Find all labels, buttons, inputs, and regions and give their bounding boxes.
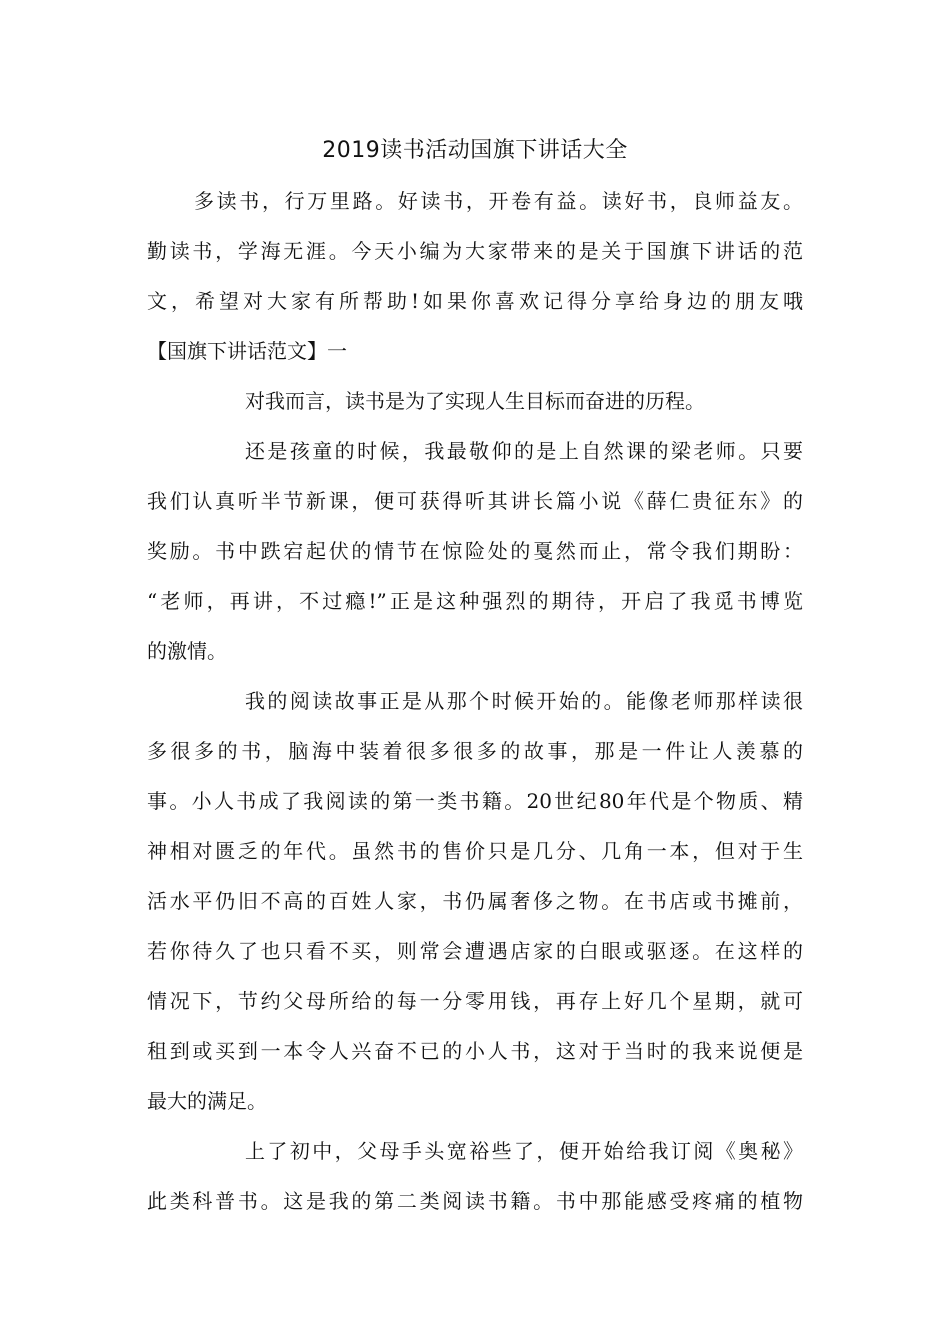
text-line: 我们认真听半节新课，便可获得听其讲长篇小说《薛仁贵征东》的 — [147, 489, 803, 513]
text-line: 多读书，行万里路。好读书，开卷有益。读好书，良师益友。 — [194, 189, 803, 213]
text-line: 上了初中，父母手头宽裕些了，便开始给我订阅《奥秘》 — [245, 1139, 803, 1163]
text-line: 的激情。 — [147, 639, 227, 663]
text-line: 多很多的书，脑海中装着很多很多的故事，那是一件让人羡慕的 — [147, 739, 803, 763]
text-line: 文，希望对大家有所帮助!如果你喜欢记得分享给身边的朋友哦 — [147, 289, 803, 313]
text-line: “老师，再讲，不过瘾!”正是这种强烈的期待，开启了我觅书博览 — [147, 589, 803, 613]
text-line: 此类科普书。这是我的第二类阅读书籍。书中那能感受疼痛的植物 — [147, 1189, 803, 1213]
text-line: 活水平仍旧不高的百姓人家，书仍属奢侈之物。在书店或书摊前， — [147, 889, 803, 913]
text-line: 还是孩童的时候，我最敬仰的是上自然课的梁老师。只要 — [245, 439, 803, 463]
text-line: 奖励。书中跌宕起伏的情节在惊险处的戛然而止，常令我们期盼： — [147, 539, 803, 563]
text-line: 租到或买到一本令人兴奋不已的小人书，这对于当时的我来说便是 — [147, 1039, 803, 1063]
document-title: 2019读书活动国旗下讲话大全 — [322, 138, 628, 163]
text-line: 最大的满足。 — [147, 1089, 267, 1113]
text-line: 对我而言，读书是为了实现人生目标而奋进的历程。 — [245, 389, 705, 413]
text-line: 事。小人书成了我阅读的第一类书籍。20世纪80年代是个物质、精 — [147, 789, 803, 813]
text-line: 神相对匮乏的年代。虽然书的售价只是几分、几角一本，但对于生 — [147, 839, 803, 863]
text-line: 我的阅读故事正是从那个时候开始的。能像老师那样读很 — [245, 689, 803, 713]
text-line: 若你待久了也只看不买，则常会遭遇店家的白眼或驱逐。在这样的 — [147, 939, 803, 963]
text-line: 【国旗下讲话范文】一 — [147, 339, 347, 363]
text-line: 情况下，节约父母所给的每一分零用钱，再存上好几个星期，就可 — [147, 989, 803, 1013]
text-line: 勤读书，学海无涯。今天小编为大家带来的是关于国旗下讲话的范 — [147, 239, 803, 263]
